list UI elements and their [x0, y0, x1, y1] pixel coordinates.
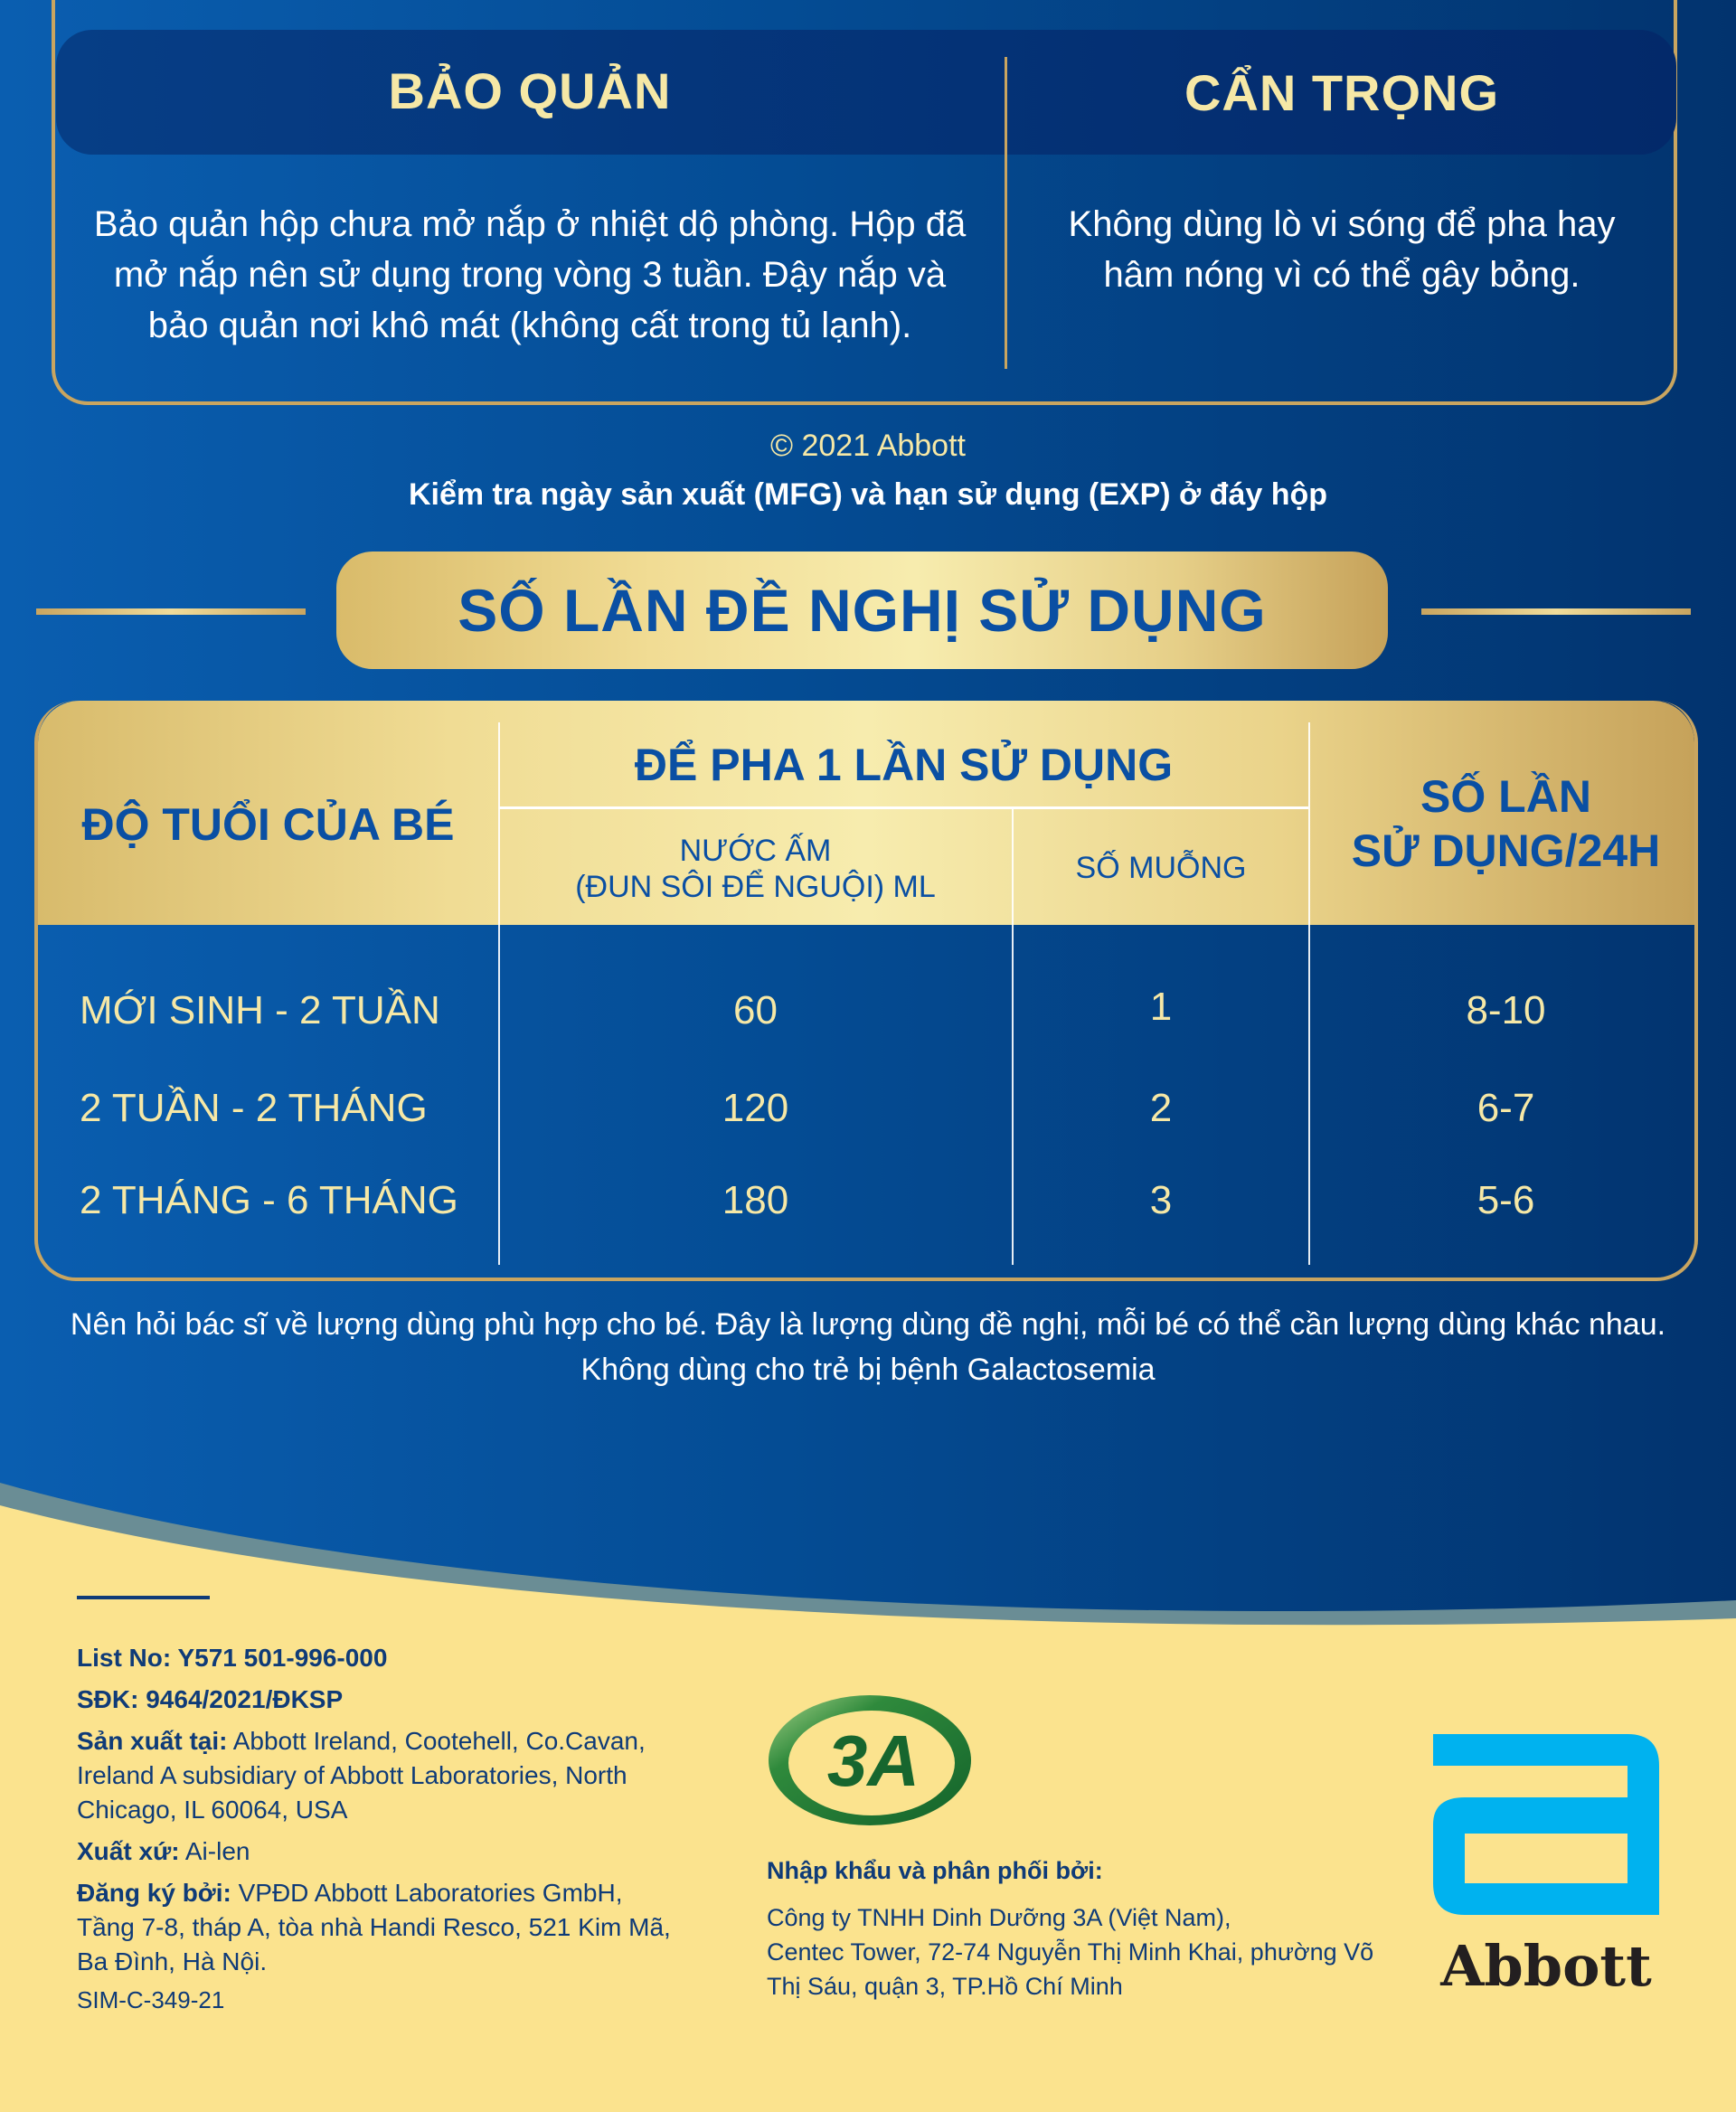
origin-value: Ai-len [179, 1837, 250, 1865]
manufacturer [77, 1724, 710, 1827]
row-times: 6-7 [1477, 1086, 1535, 1130]
header-times-line: SỐ LẦN [1420, 771, 1591, 822]
storage-line: mở nắp nên sử dụng trong vòng 3 tuần. Đậy nắp và [113, 255, 947, 295]
importer-label: Nhập khẩu và phân phối bởi: [767, 1857, 1103, 1884]
banner-line-left [36, 608, 306, 615]
row-scoops: 1 [1149, 985, 1173, 1029]
abbott-wordmark: Abbott [1440, 1933, 1652, 1999]
importer [767, 1853, 1454, 2004]
header-scoops: SỐ MUỖNG [1075, 851, 1247, 885]
caution-line: hâm nóng vì có thể gây bỏng. [1103, 255, 1580, 295]
banner-line-right [1421, 608, 1691, 615]
storage-line: Bảo quản hộp chưa mở nắp ở nhiệt dộ phòng. Hộp đã [93, 204, 967, 244]
importer-line: Centec Tower, 72-74 Nguyễn Thị Minh Khai, phường Võ [767, 1938, 1374, 1966]
3a-logo [765, 1692, 975, 1828]
registrant-line: VPĐD Abbott Laboratories GmbH, [231, 1879, 623, 1907]
origin [77, 1834, 710, 1869]
usage-banner [336, 552, 1388, 669]
storage-body [56, 199, 1004, 351]
manufacturer-line: Chicago, IL 60064, USA [77, 1796, 348, 1824]
note-line: Không dùng cho trẻ bị bệnh Galactosemia [580, 1353, 1156, 1387]
header-split-line [499, 806, 1308, 809]
row-scoops: 2 [1149, 1086, 1173, 1130]
abbott-logo-icon [1433, 1734, 1659, 1915]
storage-line: bảo quản nơi khô mát (không cất trong tủ lạnh). [147, 306, 912, 345]
row-water: 60 [733, 988, 778, 1032]
row-water: 120 [722, 1086, 789, 1130]
3a-logo-text: 3A [826, 1721, 920, 1801]
header-times [1310, 769, 1698, 878]
manufacturer-label: Sản xuất tại: [77, 1727, 228, 1755]
row-age: 2 TUẦN - 2 THÁNG [80, 1086, 428, 1130]
note-line: Nên hỏi bác sĩ về lượng dùng phù hợp cho bé. Đây là lượng dùng đề nghị, mỗi bé có thể cần lượng dùng khác nhau. [70, 1307, 1666, 1342]
manufacturer-line: Abbott Ireland, Cootehell, Co.Cavan, [227, 1727, 646, 1755]
list-number: List No: Y571 501-996-000 [77, 1644, 388, 1672]
registrant-line: Ba Đình, Hà Nội. [77, 1947, 268, 1975]
footer-legal [77, 1641, 710, 2017]
header-water-line: NƯỚC ẤM [679, 834, 832, 868]
header-times-line: SỬ DỤNG/24H [1351, 825, 1661, 876]
manufacturer-line: Ireland A subsidiary of Abbott Laboratories, North [77, 1761, 627, 1789]
header-water-line: (ĐUN SÔI ĐỂ NGUỘI) ML [575, 870, 936, 904]
row-times: 5-6 [1477, 1178, 1535, 1222]
copyright: © 2021 Abbott [769, 429, 966, 463]
registrant-line: Tầng 7-8, tháp A, tòa nhà Handi Resco, 521 Kim Mã, [77, 1913, 671, 1941]
storage-title: BẢO QUẢN [388, 62, 672, 119]
header-water [499, 833, 1012, 905]
caution-title: CẨN TRỌNG [1184, 64, 1500, 121]
row-water: 180 [722, 1178, 789, 1222]
check-dates-text: Kiểm tra ngày sản xuất (MFG) và hạn sử dụng (EXP) ở đáy hộp [408, 477, 1328, 512]
header-group: ĐỂ PHA 1 LẦN SỬ DỤNG [634, 740, 1174, 790]
importer-line: Công ty TNHH Dinh Dưỡng 3A (Việt Nam), [767, 1904, 1231, 1931]
row-age: 2 THÁNG - 6 THÁNG [80, 1178, 458, 1222]
origin-label: Xuất xứ: [77, 1837, 180, 1865]
importer-line: Thị Sáu, quận 3, TP.Hồ Chí Minh [767, 1973, 1123, 2000]
header-age: ĐỘ TUỔI CỦA BÉ [81, 799, 455, 850]
caution-body [1007, 199, 1676, 300]
caution-line: Không dùng lò vi sóng để pha hay [1068, 204, 1616, 244]
registrant [77, 1876, 710, 1979]
footer-rule [77, 1596, 210, 1599]
row-scoops: 3 [1149, 1178, 1173, 1222]
usage-banner-title: SỐ LẦN ĐỀ NGHỊ SỬ DỤNG [458, 577, 1267, 644]
registrant-label: Đăng ký bởi: [77, 1879, 231, 1907]
row-age: MỚI SINH - 2 TUẦN [80, 988, 440, 1032]
registration-number: SĐK: 9464/2021/ĐKSP [77, 1685, 344, 1713]
sim-code: SIM-C-349-21 [77, 1986, 225, 2013]
usage-table [34, 701, 1698, 1281]
row-times: 8-10 [1466, 988, 1546, 1032]
